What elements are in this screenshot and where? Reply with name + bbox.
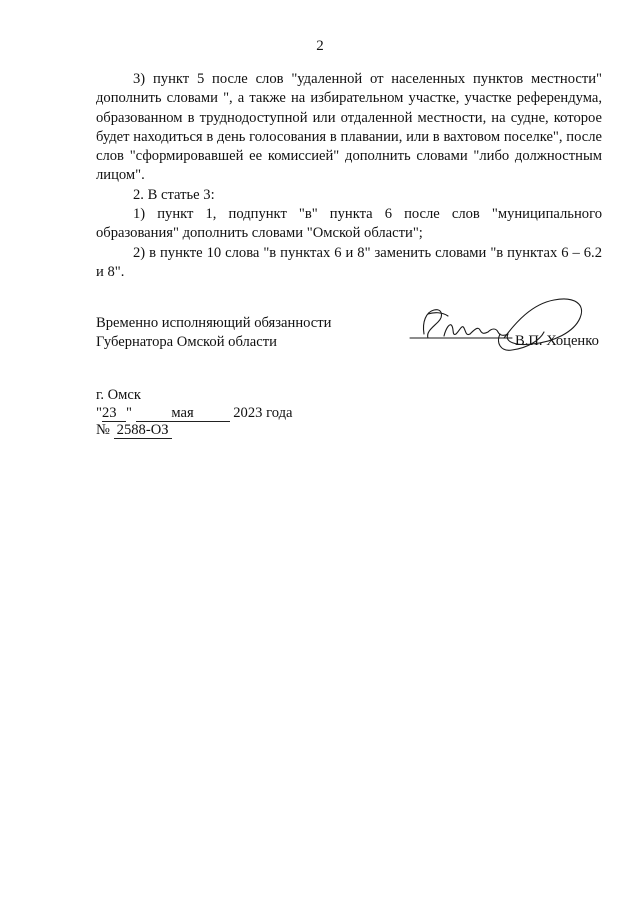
date-day: 23	[102, 406, 126, 422]
date-quote-open: "	[96, 404, 102, 421]
paragraph-article-3-item-2: 2) в пункте 10 слова "в пунктах 6 и 8" заменить словами "в пунктах 6 – 6.2 и 8".	[96, 244, 602, 280]
date-month: мая	[136, 406, 230, 422]
date-quote-close: "	[125, 404, 132, 421]
date-year: 2023 года	[233, 404, 293, 421]
number-line	[96, 422, 293, 440]
law-number: 2588-ОЗ	[114, 423, 172, 439]
handwritten-signature	[404, 292, 594, 362]
paragraph-item-3: 3) пункт 5 после слов "удаленной от населенных пунктов местности" дополнить словами ", а также на избирательном участке, участке референдума, образованном в труднодоступной или отдаленной местности, на судне, которое будет находиться в день голосования в плавании, или в вахтовом поселке", после слов "сформировавшей ее комиссией" дополнить словами "либо должностным лицом".	[96, 71, 602, 184]
paragraph-article-3-item-1: 1) пункт 1, подпункт "в" пункта 6 после слов "муниципального образования" дополнить словами "Омской области";	[96, 206, 602, 242]
signer-position-line1: Временно исполняющий обязанности	[96, 315, 332, 331]
number-sign: №	[96, 422, 110, 438]
document-meta	[96, 387, 293, 440]
date-line	[96, 405, 293, 423]
document-body	[96, 70, 602, 282]
signer-position	[96, 314, 331, 352]
signer-position-line2: Губернатора Омской области	[96, 334, 277, 350]
signer-name: В.П. Хоценко	[515, 333, 599, 349]
city-line: г. Омск	[96, 387, 141, 403]
page-number: 2	[316, 38, 324, 54]
paragraph-article-3: 2. В статье 3:	[133, 186, 215, 203]
